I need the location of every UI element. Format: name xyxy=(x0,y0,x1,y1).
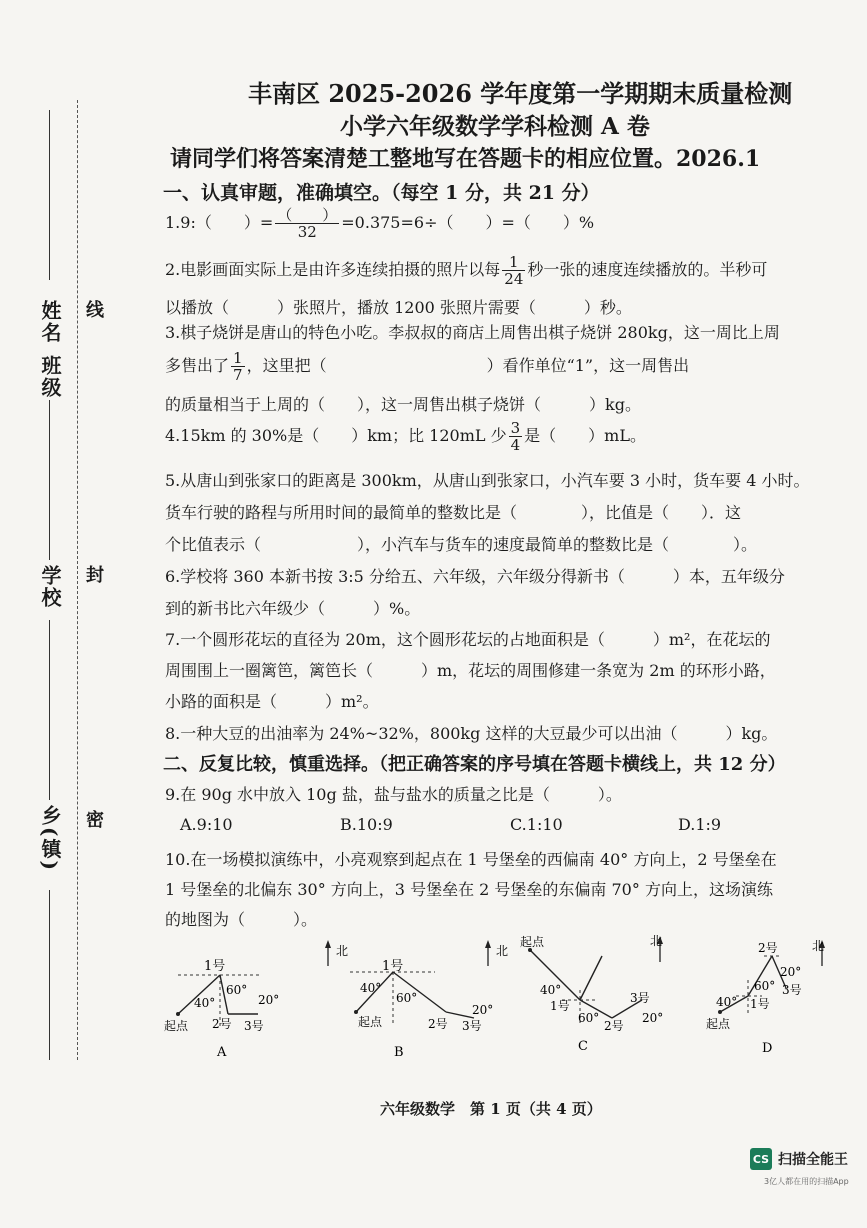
map-a-p1: 1号 xyxy=(204,959,226,974)
class-label: 班级 xyxy=(38,355,62,399)
map-b-a40: 40° xyxy=(360,981,382,995)
q2-frac-den: 24 xyxy=(504,270,524,288)
q7-line-3: 小路的面积是（ ）m²。 xyxy=(165,692,379,711)
q3-fraction xyxy=(231,350,245,383)
map-c-start: 起点 xyxy=(520,935,545,949)
map-c-a40: 40° xyxy=(540,983,562,997)
q9-option-c: C.1:10 xyxy=(510,815,563,834)
map-c-a60: 60° xyxy=(578,1011,600,1025)
map-d-start: 起点 xyxy=(706,1017,731,1031)
school-label: 学校 xyxy=(38,565,62,609)
q10-line-1: 10.在一场模拟演练中，小亮观察到起点在 1 号堡垒的西偏南 40° 方向上，2 号堡垒在 xyxy=(165,850,777,869)
map-c-p3: 3号 xyxy=(630,991,650,1005)
q10-maps xyxy=(150,930,850,1065)
map-d xyxy=(706,939,825,1056)
q1-part-a: 1.9:（ ）= xyxy=(165,213,274,232)
map-b-north: 北 xyxy=(496,944,509,958)
scanner-app-name: 扫描全能王 xyxy=(778,1152,848,1168)
exam-instruction: 请同学们将答案清楚工整地写在答题卡的相应位置。2026.1 xyxy=(170,146,761,172)
q5-line-2: 货车行驶的路程与所用时间的最简单的整数比是（ ），比值是（ ）．这 xyxy=(165,503,742,522)
map-b-start: 起点 xyxy=(358,1015,383,1029)
q1-frac-den: 32 xyxy=(297,223,317,241)
map-d-a40: 40° xyxy=(716,995,738,1009)
map-a-label: A xyxy=(217,1045,227,1060)
q5-line-3: 个比值表示（ ），小汽车与货车的速度最简单的整数比是（ ）。 xyxy=(165,535,758,554)
map-c-p2: 2号 xyxy=(604,1019,624,1033)
map-a-start: 起点 xyxy=(164,1019,189,1033)
q1-fraction xyxy=(275,207,339,240)
q3-line-3: 的质量相当于上周的（ ），这一周售出棋子烧饼（ ）kg。 xyxy=(165,395,641,414)
q5-line-1: 5.从唐山到张家口的距离是 300km，从唐山到张家口，小汽车要 3 小时，货车要 4 小时。 xyxy=(165,471,810,490)
q9-option-a: A.9:10 xyxy=(180,815,233,834)
q3-line-2 xyxy=(165,350,689,383)
exam-subtitle: 小学六年级数学学科检测 A 卷 xyxy=(340,113,650,140)
q6-line-1: 6.学校将 360 本新书按 3:5 分给五、六年级，六年级分得新书（ ）本，五年级分 xyxy=(165,567,785,586)
q7-line-2: 周围围上一圈篱笆，篱笆长（ ）m，花坛的周围修建一条宽为 2m 的环形小路， xyxy=(165,661,776,680)
town-label: 乡(镇) xyxy=(38,805,62,872)
name-label: 姓名 xyxy=(38,300,62,344)
question-4 xyxy=(165,420,646,453)
page-footer: 六年级数学 第 1 页（共 4 页） xyxy=(380,1100,602,1118)
q2-frac-num: 1 xyxy=(502,254,525,271)
q10-line-3: 的地图为（ ）。 xyxy=(165,910,318,929)
scanner-logo-icon: CS xyxy=(750,1148,772,1170)
seal-char: 封 xyxy=(80,565,106,585)
map-b-a20: 20° xyxy=(472,1003,494,1017)
map-b-a60: 60° xyxy=(396,991,418,1005)
map-d-p3: 3号 xyxy=(782,983,802,997)
section2-heading: 二、反复比较，慎重选择。（把正确答案的序号填在答题卡横线上，共 12 分） xyxy=(163,754,786,775)
map-a-a40: 40° xyxy=(194,996,216,1010)
q8-line-1: 8.一种大豆的出油率为 24%~32%，800kg 这样的大豆最少可以出油（ ）kg。 xyxy=(165,724,778,743)
q7-line-1: 7.一个圆形花坛的直径为 20m，这个圆形花坛的占地面积是（ ）m²，在花坛的 xyxy=(165,630,771,649)
q9-stem: 9.在 90g 水中放入 10g 盐，盐与盐水的质量之比是（ ）。 xyxy=(165,785,622,804)
question-1 xyxy=(165,207,594,240)
q9-option-d: D.1:9 xyxy=(678,815,722,834)
q4-part-a: 4.15km 的 30%是（ ）km；比 120mL 少 xyxy=(165,426,507,445)
q3-frac-den: 7 xyxy=(233,366,243,384)
map-b-p3: 3号 xyxy=(462,1019,482,1033)
question-2 xyxy=(165,254,767,287)
map-d-north: 北 xyxy=(812,939,825,953)
town-blank xyxy=(49,890,50,1060)
exam-title: 丰南区 2025-2026 学年度第一学期期末质量检测 xyxy=(248,79,793,108)
map-c xyxy=(520,934,663,1054)
q1-part-b: =0.375=6÷（ ）=（ ）% xyxy=(341,213,595,232)
map-d-a60: 60° xyxy=(754,979,776,993)
q1-frac-num: （ ） xyxy=(277,206,338,224)
q3-frac-num: 1 xyxy=(233,349,243,367)
school-blank xyxy=(49,620,50,800)
map-a-north: 北 xyxy=(336,944,349,958)
section1-heading: 一、认真审题，准确填空。（每空 1 分，共 21 分） xyxy=(163,182,600,204)
secret-char: 密 xyxy=(80,810,106,830)
map-b-label: B xyxy=(394,1045,404,1060)
map-a xyxy=(164,940,348,1060)
q2-part-b: 秒一张的速度连续播放的。半秒可 xyxy=(527,260,768,279)
seal-line xyxy=(77,100,78,1060)
q2-line-2: 以播放（ ）张照片，播放 1200 张照片需要（ ）秒。 xyxy=(165,298,632,317)
q4-frac-den: 4 xyxy=(510,436,521,454)
map-a-p2: 2号 xyxy=(212,1017,232,1031)
map-b-p2: 2号 xyxy=(428,1017,448,1031)
q3-part-a: 多售出了 xyxy=(165,356,230,375)
q3-part-b: ，这里把（ ）看作单位“1”，这一周售出 xyxy=(246,356,690,375)
q9-option-b: B.10:9 xyxy=(340,815,393,834)
map-c-label: C xyxy=(578,1039,588,1054)
name-blank xyxy=(49,110,50,280)
q2-part-a: 2.电影画面实际上是由许多连续拍摄的照片以每 xyxy=(165,260,501,279)
map-d-p1: 1号 xyxy=(750,997,770,1011)
map-d-label: D xyxy=(762,1041,773,1056)
map-c-a20: 20° xyxy=(642,1011,664,1025)
map-b-p1: 1号 xyxy=(382,959,404,974)
map-a-a20: 20° xyxy=(258,993,280,1007)
q4-fraction xyxy=(509,420,523,453)
map-d-a20: 20° xyxy=(780,965,802,979)
q10-line-2: 1 号堡垒的北偏东 30° 方向上，3 号堡垒在 2 号堡垒的东偏南 70° 方向上，这场演练 xyxy=(165,880,773,899)
class-blank xyxy=(49,400,50,560)
q4-frac-num: 3 xyxy=(510,419,521,437)
scanner-tagline: 3亿人都在用的扫描App xyxy=(764,1177,849,1186)
q6-line-2: 到的新书比六年级少（ ）%。 xyxy=(165,599,421,618)
map-b xyxy=(350,940,508,1060)
q4-part-b: 是（ ）mL。 xyxy=(524,426,646,445)
q3-line-1: 3.棋子烧饼是唐山的特色小吃。李叔叔的商店上周售出棋子烧饼 280kg，这一周比上周 xyxy=(165,323,780,342)
scanner-watermark xyxy=(750,1148,848,1170)
map-c-north: 北 xyxy=(650,934,663,948)
q2-fraction xyxy=(502,254,525,287)
line-char: 线 xyxy=(80,300,106,320)
map-a-p3: 3号 xyxy=(244,1019,264,1033)
binding-strip xyxy=(0,0,110,1228)
map-a-a60: 60° xyxy=(226,983,248,997)
map-d-p2: 2号 xyxy=(758,941,778,955)
map-c-p1: 1号 xyxy=(550,999,570,1013)
